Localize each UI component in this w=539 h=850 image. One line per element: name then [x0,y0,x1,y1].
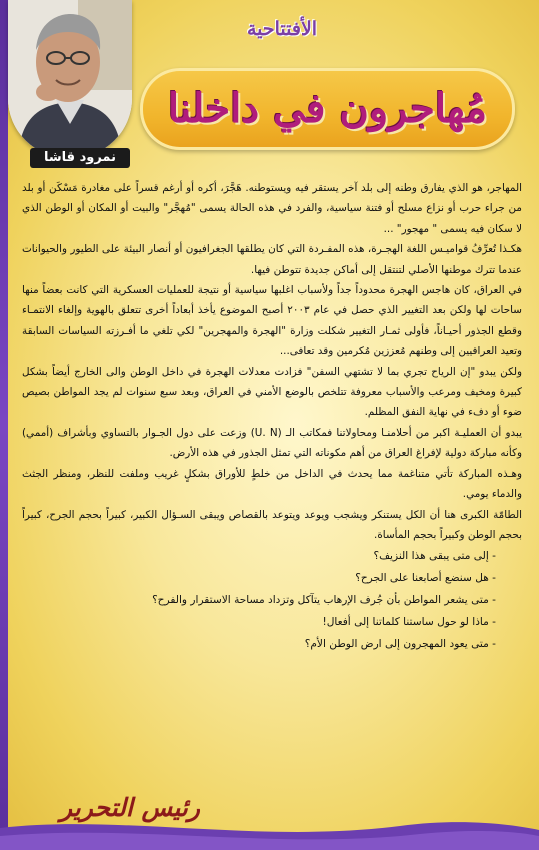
title-banner [140,68,515,150]
author-name: نمرود قاشا [30,148,130,168]
editor-signature: رئيس التحرير [60,793,200,822]
author-portrait-icon [8,0,132,158]
question-item: - متى يشعر المواطن بأن جُرف الإرهاب يتآكل وتزداد مساحة الاستقرار والفرح؟ [152,594,496,607]
question-list [22,545,522,655]
article-paragraph: هكـذا تُعرِّفُ قواميـس اللغة الهجـرة، هذه المفـردة التي كان يطلقها الجغرافيون أو أنصار البيئة على الطيور والحيوانات عندما تترك موطنها الأصلي لتنتقل إلى أماكن جديدة تتوطن فيها. [22,243,522,276]
article-paragraph: يبدو أن العمليـة اكبر من أحلامنـا ومحاولاتنا فمكاتب الـ (U. N) وزعت على دول الجـوار بالتساوي وبأشراف (أممي) وكأنه مباركة دولية لإفراغ العراق من أهم مكوناته التي تمثل الجذور في هذه الأرض. [22,426,523,460]
article-paragraph: المهاجر، هو الذي يفارق وطنه إلى بلد آخر يستقر فيه ويستوطنه. هَجَّرَ، أكره أو أرغم قسراً على مغادرة مَسْكَن أو بلد من جراء حرب أو نزاع مسلح أو فتنة سياسية، والفرد في هذه الحالة يسمى "مُهجَّر" والبيت أو المكان أو الوطن الذي لا سكان فيه يسمى " مهجور" ... [22,182,522,235]
decorative-stripe [0,0,8,850]
question-item: - متى يعود المهجرون إلى ارض الوطن الأم؟ [304,638,496,651]
article-paragraph: ولكن يبدو "إن الرياح تجري بما لا تشتهي السفن" فزادت معدلات الهجرة في داخل الوطن والى الخارج أيضاً بشكل كبيرة ومخيف ومرعب والأسباب معروفة تتلخص بالوضع الأمني في العراق، وبعد سبع سنوات لم يجد المواطن بصيص ضوء أو دفء في نهاية النفق المظلم. [22,365,522,419]
section-label: الأفتتاحية [246,18,318,40]
question-item: - هل سنضع أصابعنا على الجرح؟ [355,572,496,585]
article-paragraph: وهـذه المباركة تأتي متناغمة مما يحدث في الداخل من خلطٍ للأوراق بشكلٍ غريب وملفت للنظر، ومنظر الجثث والدماء يومي. [22,467,522,501]
question-item: - إلى متى يبقى هذا النزيف؟ [373,550,496,563]
question-item: - ماذا لو حول ساستنا كلماتنا إلى أفعال! [322,616,496,629]
article-body [22,178,522,820]
article-paragraph: في العراق، كان هاجس الهجرة محدوداً جداً ولأسباب اغلبها سياسية أو نتيجة للعمليات العسكرية التي كانت بعضاً منها ساحات لها ولكن بعد التغيير الذي حصل في عام ٢٠٠٣ أصبح الموضوع يأخذ أبعاداً أخرى تتعلق بالهوية وإلغاء الانتمـاء وقطع الجذور أحيـاناً، فأولى ثمـار التغيير شكلت وزارة "الهجرة والمهجرين" لكي تلغي ما أفـرزته السياسات السابقة وتعيد العراقيين إلى وطنهم مُعززين مُكرمين وقد تعافى... [22,284,522,358]
article-title: مُهاجرون في داخلنا [167,85,487,132]
article-paragraph: الطامّة الكبرى هنا أن الكل يستنكر ويشجب ويوعد ويتوعد بالقصاص ويبقى السـؤال الكبير، كبيراً بحجم الجرح، كبيراً بحجم الوطن وكبيراً بحجم المأساة. [22,508,522,541]
author-photo [8,0,132,158]
